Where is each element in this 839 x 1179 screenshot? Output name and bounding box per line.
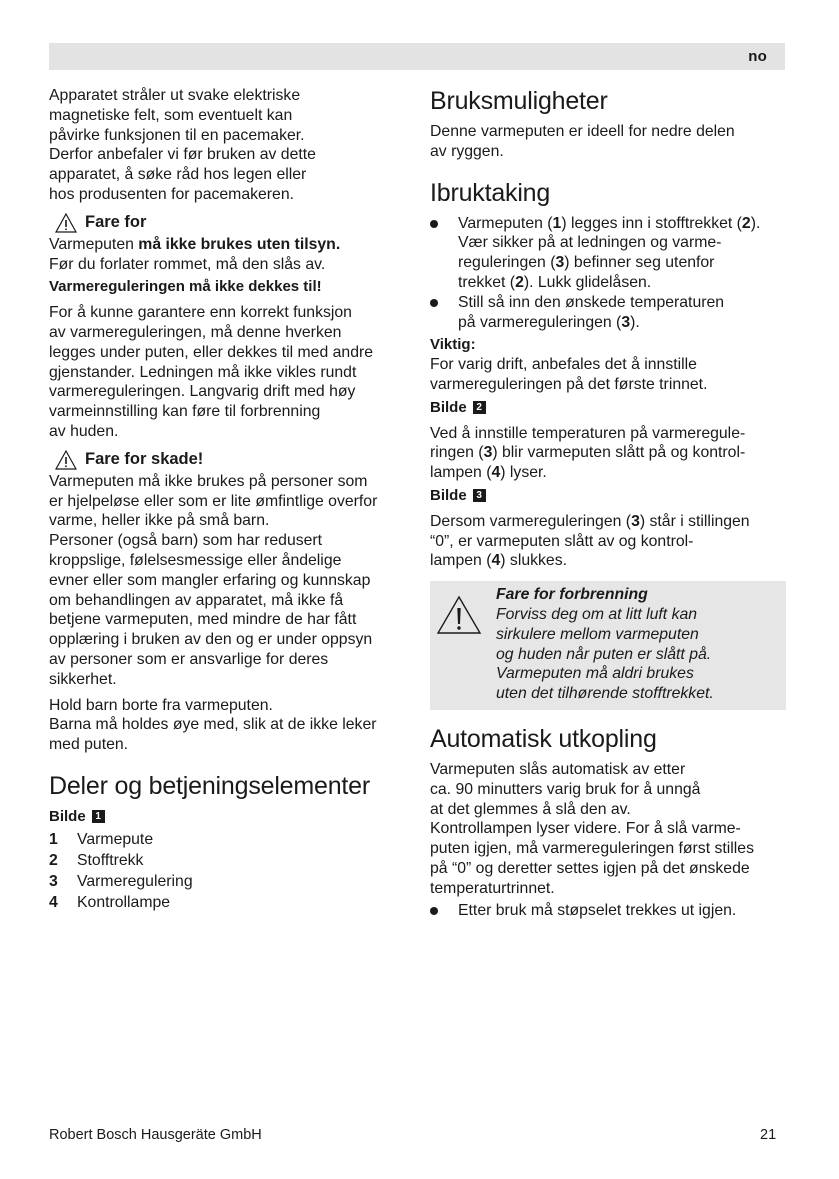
list-item [430, 293, 786, 333]
footer-company: Robert Bosch Hausgeräte GmbH [49, 1127, 262, 1143]
text-line [458, 253, 760, 273]
figure-label: Bilde [430, 486, 467, 504]
figure-reference [430, 486, 786, 506]
text-line: Hold barn borte fra varmeputen. [49, 696, 273, 714]
text-line: er hjelpeløse eller som er lite ømfintlige overfor [49, 492, 378, 510]
children-notice [49, 696, 405, 755]
bullet-icon [430, 299, 438, 307]
part-number: 2 [49, 851, 58, 869]
text-line: kroppslige, følelsesmessige eller åndelige [49, 551, 342, 569]
text-line [430, 512, 786, 532]
list-item [49, 829, 405, 850]
ref-number: 2 [741, 214, 751, 232]
text-line: betjene varmeputen, med mindre de har fått [49, 611, 357, 629]
ref-number: 3 [631, 512, 640, 530]
part-label: Varmepute [77, 830, 154, 848]
warning-title: Fare for skade! [85, 450, 204, 469]
list-item [430, 214, 786, 293]
part-label: Stofftrekk [77, 851, 144, 869]
figure-label: Bilde [49, 807, 86, 825]
callout-text [496, 585, 714, 704]
text-span: reguleringen ( [458, 254, 556, 272]
text-line [430, 551, 786, 571]
text-line: Forviss deg om at litt luft kan [496, 605, 698, 623]
right-column [430, 86, 786, 920]
pacemaker-notice [49, 86, 405, 205]
figure-reference [430, 398, 786, 418]
text-line: på “0” og deretter settes igjen på det ønskede [430, 859, 750, 877]
text-span: lampen ( [430, 464, 492, 482]
list-item [49, 892, 405, 913]
language-code: no [748, 48, 767, 65]
ref-number: 2 [515, 273, 524, 291]
text-line: Ved å innstille temperaturen på varmeregule- [430, 424, 746, 442]
part-number: 1 [49, 830, 58, 848]
text-span: ) befinner seg utenfor [564, 254, 715, 272]
left-column [49, 86, 405, 913]
ref-number: 3 [483, 444, 493, 462]
text-line: varmereguleringen på det første trinnet. [430, 375, 708, 393]
text-span: ) slukkes. [500, 552, 567, 570]
text-line [49, 235, 405, 255]
text-line: at det glemmes å slå den av. [430, 800, 631, 818]
text-line: evner eller som mangler erfaring og kunnskap [49, 571, 371, 589]
text-span: ). [630, 313, 640, 331]
text-line: Denne varmeputen er ideell for nedre delen [430, 123, 735, 140]
callout-title: Fare for forbrenning [496, 586, 648, 604]
figure-3-text [430, 512, 786, 571]
text-span: på varmereguleringen ( [458, 313, 622, 331]
text-span: ) blir varmeputen slått på og kontrol- [492, 444, 746, 462]
section-title-usage: Bruksmuligheter [430, 87, 608, 115]
injury-warning-text [49, 472, 405, 690]
text-line: av personer som er ansvarlige for deres [49, 650, 329, 668]
text-line: ca. 90 minutters varig bruk for å unngå [430, 780, 701, 798]
text-line: legges under puten, eller dekkes til med andre [49, 343, 374, 361]
bullet-text [458, 293, 724, 333]
text-line: Still så inn den ønskede temperaturen [458, 293, 725, 311]
text-line: påvirke funksjonen til en pacemaker. [49, 126, 305, 144]
text-line: gjenstander. Ledningen må ikke vikles rundt [49, 363, 357, 381]
ref-number: 3 [555, 254, 565, 272]
bold-text: må ikke brukes uten tilsyn. [138, 235, 341, 253]
text-span: ringen ( [430, 444, 484, 462]
page-number: 21 [760, 1127, 777, 1143]
text-line: Barna må holdes øye med, slik at de ikke leker [49, 716, 377, 734]
text-line: varmereguleringen. Langvarig drift med høy [49, 383, 356, 401]
text-line: Etter bruk må støpselet trekkes ut igjen. [458, 901, 737, 919]
text-line: av varmereguleringen, må denne hverken [49, 323, 342, 341]
text-line: “0”, er varmeputen slått av og kontrol- [430, 532, 694, 550]
text-line: Personer (også barn) som har redusert [49, 532, 323, 550]
text-line [458, 313, 724, 333]
part-label: Varmeregulering [77, 872, 193, 890]
bullet-text [458, 214, 760, 293]
warning-heading-2 [49, 448, 405, 472]
figure-2-text [430, 424, 786, 483]
text-span: ) står i stillingen [639, 512, 750, 530]
text-line [430, 443, 786, 463]
burn-warning-callout [430, 581, 786, 710]
text-line: magnetiske felt, som eventuelt kan [49, 106, 293, 124]
text-line: Varmeputen slås automatisk av etter [430, 760, 686, 778]
text-line: med puten. [49, 736, 129, 754]
text-span: ). Lukk glidelåsen. [523, 273, 652, 291]
list-item [49, 850, 405, 871]
section-title-parts: Deler og betjeningselementer [49, 771, 370, 800]
text-line: av ryggen. [430, 142, 504, 160]
text-line: opplæring i bruken av den og er under oppsyn [49, 631, 373, 649]
parts-list [49, 829, 405, 913]
text-line: varmeinnstilling kan føre til forbrenning [49, 403, 321, 421]
bold-notice: Varmereguleringen må ikke dekkes til! [49, 278, 322, 296]
warning-title: Fare for [85, 213, 147, 232]
ref-number: 3 [621, 313, 631, 331]
warning-triangle-icon [55, 213, 77, 233]
ref-number: 4 [491, 464, 501, 482]
text-line: hos produsenten for pacemakeren. [49, 185, 295, 203]
list-item [430, 901, 786, 921]
text-line [430, 463, 786, 483]
warning-triangle-icon [436, 595, 482, 635]
text-line: sikkerhet. [49, 670, 117, 688]
text-line: temperaturtrinnet. [430, 879, 555, 897]
bullet-icon [430, 220, 438, 228]
text-line: apparatet, å søke råd hos legen eller [49, 166, 307, 184]
heat-regulation-text [49, 303, 405, 442]
text-line: Apparatet stråler ut svake elektriske [49, 87, 301, 104]
text-span: Dersom varmereguleringen ( [430, 512, 632, 530]
text-line: uten det tilhørende stofftrekket. [496, 685, 714, 703]
text-line: og huden når puten er slått på. [496, 645, 712, 663]
text-line: av huden. [49, 422, 119, 440]
part-number: 3 [49, 872, 58, 890]
ref-number: 4 [491, 552, 501, 570]
text-line: Varmeputen må aldri brukes [496, 665, 694, 683]
text-line: sirkulere mellom varmeputen [496, 625, 699, 643]
text-span: lampen ( [430, 552, 492, 570]
warning-heading-1 [49, 211, 405, 235]
text-span: ) lyser. [500, 464, 547, 482]
text-span: Varmeputen ( [458, 214, 553, 232]
figure-label: Bilde [430, 398, 467, 416]
text-line: om behandlingen av apparatet, må ikke få [49, 591, 344, 609]
figure-reference [49, 807, 405, 827]
figure-number: 3 [473, 489, 486, 502]
text-line: puten igjen, må varmereguleringen først stilles [430, 840, 754, 858]
important-label: Viktig: [430, 336, 476, 354]
list-item [49, 871, 405, 892]
text-line: For å kunne garantere enn korrekt funksjon [49, 304, 352, 322]
text-line: Vær sikker på at ledningen og varme- [458, 234, 722, 252]
ref-number: 1 [552, 214, 562, 232]
text-line: Varmeputen må ikke brukes på personer som [49, 472, 368, 490]
section-title-startup: Ibruktaking [430, 178, 551, 207]
text-line: Derfor anbefaler vi før bruken av dette [49, 146, 316, 164]
text-span: trekket ( [458, 273, 516, 291]
figure-number: 2 [473, 401, 486, 414]
bullet-icon [430, 907, 438, 915]
text-line: Kontrollampen lyser videre. For å slå varme- [430, 820, 741, 838]
text-span: Varmeputen [49, 235, 139, 253]
part-label: Kontrollampe [77, 893, 171, 911]
text-line: varme, heller ikke på små barn. [49, 512, 270, 530]
text-line [458, 214, 760, 234]
text-line [458, 273, 760, 293]
part-number: 4 [49, 893, 58, 911]
figure-number: 1 [92, 810, 105, 823]
text-line: For varig drift, anbefales det å innstille [430, 356, 697, 374]
header-bar [49, 43, 785, 70]
text-span: ) legges inn i stofftrekket ( [561, 214, 742, 232]
section-title-auto-shutoff: Automatisk utkopling [430, 724, 657, 753]
text-span: ). [750, 214, 761, 232]
warning-triangle-icon [55, 450, 77, 470]
text-line: Før du forlater rommet, må den slås av. [49, 255, 326, 273]
